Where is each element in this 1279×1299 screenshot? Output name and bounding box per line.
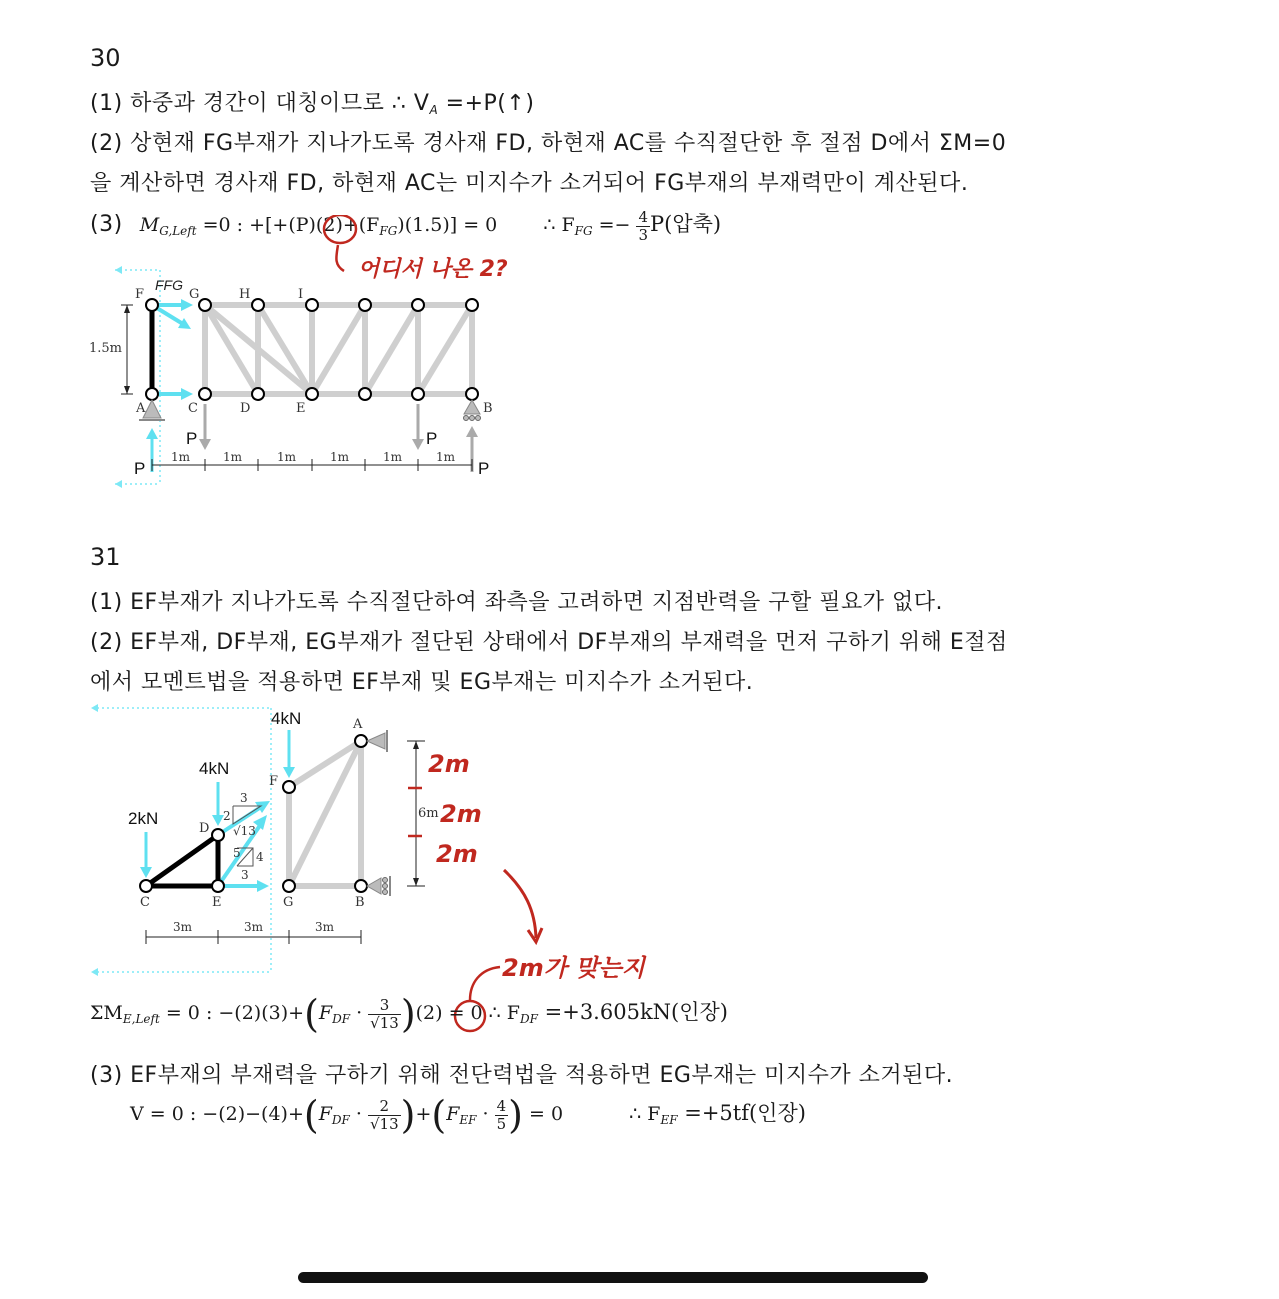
node-label-A: A <box>353 717 363 732</box>
eq-m-sub: G,Left <box>159 224 197 238</box>
span-label-5: 1m <box>383 450 403 464</box>
eq-f-sub: DF <box>332 1012 351 1026</box>
node-label-F: F <box>269 774 279 789</box>
tri2-label-3: 3 <box>241 868 249 882</box>
span-label-6: 1m <box>436 450 456 464</box>
p31-line-4: (3) EF부재의 부재력을 구하기 위해 전단력법을 적용하면 EG부재는 미지수가 소거된다. <box>90 1063 954 1088</box>
p30-line-1 <box>90 86 534 117</box>
eq-fraction-2 <box>495 1098 509 1133</box>
node-label-E: E <box>296 401 306 416</box>
tri1-label-sqrt13: √13 <box>233 824 256 838</box>
home-indicator-bar[interactable] <box>298 1272 928 1283</box>
eq-f2: F <box>446 1103 460 1125</box>
p31-handwritten-2m-1: 2m <box>428 750 470 778</box>
p31-line-2: (2) EF부재, DF부재, EG부재가 절단된 상태에서 DF부재의 부재력을 먼저 구하기 위해 E절점 <box>90 630 1008 655</box>
eq-end: )(1.5)] = 0 <box>397 214 498 236</box>
eq-result: P(압축) <box>650 212 722 236</box>
eq-sigma-sub: E,Left <box>122 1012 160 1026</box>
eq-therefore: ∴ F <box>629 1103 661 1125</box>
tri1-label-2: 2 <box>223 809 231 823</box>
node-label-F: F <box>135 287 145 302</box>
p30-line-3: 을 계산하면 경사재 FD, 하현재 AC는 미지수가 소거되어 FG부재의 부재력만이 계산된다. <box>90 171 969 196</box>
p31-line-3: 에서 모멘트법을 적용하면 EF부재 및 EG부재는 미지수가 소거된다. <box>90 670 754 695</box>
node-label-C: C <box>140 895 150 910</box>
eq-tail: (2) = 0 ∴ F <box>415 1002 520 1024</box>
frac-den: √13 <box>370 1013 399 1032</box>
load-label-4kn-f: 4kN <box>271 709 302 728</box>
p30-line-1-sub: A <box>429 103 439 117</box>
problem-31-number: 31 <box>90 543 121 571</box>
eq-f-sub: FG <box>379 224 398 238</box>
eq-end: = 0 <box>523 1103 564 1125</box>
load-label-p-right: P <box>426 429 438 448</box>
node-label-G: G <box>283 895 294 910</box>
height-label: 6m <box>418 806 439 821</box>
p30-line-1-tail: =+P(↑) <box>438 91 535 116</box>
eq-m: M <box>139 214 160 236</box>
reaction-label-p-left: P <box>134 459 146 478</box>
node-label-H: H <box>239 287 251 302</box>
force-label-ffg: FFG <box>155 277 183 293</box>
p31-handwritten-2m-2: 2m <box>440 800 482 828</box>
tri2-label-4: 4 <box>256 850 264 864</box>
span-label-2: 3m <box>244 920 264 934</box>
tri2-label-5: 5 <box>233 846 241 860</box>
span-label-2: 1m <box>223 450 243 464</box>
frac2-den: 5 <box>496 1114 507 1133</box>
eq-fraction-1 <box>368 1098 401 1133</box>
load-label-p-left: P <box>186 429 198 448</box>
node-label-D: D <box>240 401 251 416</box>
eq-result: =+5tf(인장) <box>677 1101 806 1125</box>
eq-f2-sub: EF <box>459 1113 477 1127</box>
node-label-C: C <box>188 401 198 416</box>
p31-handwritten-2m-3: 2m <box>436 840 478 868</box>
tri1-label-3: 3 <box>240 791 248 805</box>
node-label-B: B <box>483 401 493 416</box>
span-label-4: 1m <box>330 450 350 464</box>
p30-line-1-text: (1) 하중과 경간이 대칭이므로 ∴ V <box>90 91 430 116</box>
p31-red-arrow-annotation <box>400 770 560 950</box>
eq-mid: =0 : +[+(P)(2)+(F <box>196 214 380 236</box>
eq-label: (3) <box>90 212 123 237</box>
span-label-1: 3m <box>173 920 193 934</box>
frac1-num: 2 <box>368 1098 401 1116</box>
frac1-den: √13 <box>369 1114 399 1133</box>
p31-equation-3: V = 0 : $-(2)-(4)+(F_{DF}$ · $\frac{2}{√13}$ )$+(F_{EF}$ · $\frac{4}{5}$ ) = 0 ∴ $F_{EF} =+5tf$(인장) <box>130 1093 806 1137</box>
eq-result: =+3.605kN(인장) <box>537 1000 728 1024</box>
node-label-A: A <box>136 401 146 416</box>
span-label-3: 3m <box>315 920 335 934</box>
eq-f-sub-2: DF <box>520 1012 538 1026</box>
reaction-label-p-right: P <box>478 459 490 478</box>
load-label-2kn-c: 2kN <box>128 809 159 828</box>
eq-f: F <box>318 1002 333 1024</box>
span-label-1: 1m <box>171 450 191 464</box>
node-label-D: D <box>199 821 210 836</box>
frac-num: 4 <box>638 207 649 226</box>
eq-therefore: ∴ F <box>543 214 575 236</box>
node-label-E: E <box>212 895 222 910</box>
frac-num: 3 <box>368 997 401 1015</box>
p30-truss-figure <box>85 262 505 492</box>
eq-sigma: ΣM <box>90 1002 123 1024</box>
eq-fraction <box>368 997 401 1032</box>
frac2-num: 4 <box>496 1096 507 1115</box>
p31-handwritten-question: 2m가 맞는지 <box>502 954 645 982</box>
p30-equation-3 <box>90 208 721 244</box>
eq-f-sub-2: FG <box>574 224 593 238</box>
node-label-B: B <box>355 895 365 910</box>
p30-line-2: (2) 상현재 FG부재가 지나가도록 경사재 FD, 하현재 AC를 수직절단한 후 절점 D에서 ΣM=0 <box>90 131 1007 156</box>
p31-line-1: (1) EF부재가 지나가도록 수직절단하여 좌측을 고려하면 지점반력을 구할 필요가 없다. <box>90 590 943 615</box>
problem-30-number: 30 <box>90 44 121 72</box>
eq-fraction <box>636 209 650 244</box>
node-label-G: G <box>189 287 200 302</box>
eq-f-sub: EF <box>660 1113 678 1127</box>
eq-mid: = 0 : −(2)(3)+ <box>159 1002 305 1024</box>
eq-equals: =− <box>592 214 631 236</box>
eq-start: V = 0 : −(2)−(4)+ <box>130 1103 304 1125</box>
p30-handwritten-note: 어디서 나온 2? <box>358 257 508 282</box>
span-label-3: 1m <box>277 450 297 464</box>
eq-f1-sub: DF <box>331 1113 350 1127</box>
load-label-4kn-d: 4kN <box>199 759 230 778</box>
p31-equation-2: $\Sigma M_{E,Left} = 0$ : $-(2)(3)+(F_{DF}$ · $\frac{3}{√13}$ )(2) = 0 ∴ $F_{DF} =+3.605kN$(인장) <box>90 992 728 1036</box>
node-label-I: I <box>298 287 304 302</box>
eq-f1: F <box>318 1103 332 1125</box>
frac-den: 3 <box>638 225 649 244</box>
height-label: 1.5m <box>89 341 123 356</box>
